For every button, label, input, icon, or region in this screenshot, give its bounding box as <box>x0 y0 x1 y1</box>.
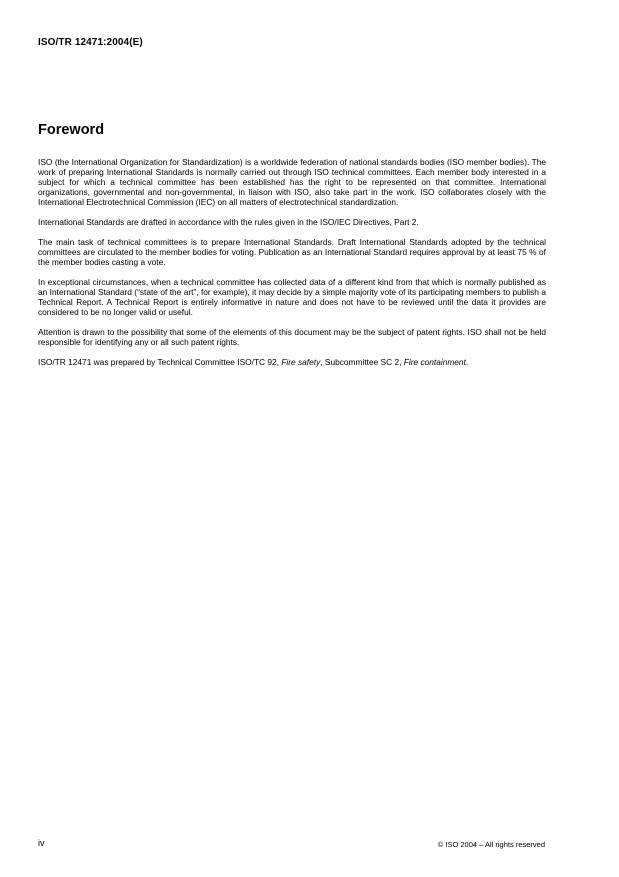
committee-name: Fire safety <box>281 357 321 367</box>
prepared-by-text: ISO/TR 12471 was prepared by Technical Committee ISO/TC 92, <box>38 357 282 367</box>
paragraph-exceptional-circumstances: In exceptional circumstances, when a technical committee has collected data of a different kind from that which is normally published as an International Standard (“state of the art”, for example), it may decide by a simple majority vote of its participating members to publish a Technical Report. A Technical Report is entirely informative in nature and does not have to be reviewed until the data it provides are considered to be no longer valid or useful. <box>38 277 546 317</box>
foreword-body <box>38 157 546 377</box>
page-number: iv <box>38 838 45 848</box>
subcommittee-text: , Subcommittee SC 2, <box>320 357 404 367</box>
document-id-header: ISO/TR 12471:2004(E) <box>38 37 143 48</box>
copyright-notice: © ISO 2004 – All rights reserved <box>437 840 545 849</box>
foreword-heading: Foreword <box>38 122 105 138</box>
paragraph-committee-task: The main task of technical committees is to prepare International Standards. Draft International Standards adopted by the technical committees are circulated to the member bodies for voting. Publication as an International Standard requires approval by at least 75 % of the member bodies casting a vote. <box>38 237 546 267</box>
paragraph-patent-rights: Attention is drawn to the possibility that some of the elements of this document may be the subject of patent rights. ISO shall not be held responsible for identifying any or all such patent rights. <box>38 327 546 347</box>
paragraph-prepared-by <box>38 357 546 367</box>
subcommittee-name: Fire containment <box>403 357 466 367</box>
paragraph-directives: International Standards are drafted in accordance with the rules given in the ISO/IEC Directives, Part 2. <box>38 217 419 227</box>
paragraph-iso-overview: ISO (the International Organization for Standardization) is a worldwide federation of national standards bodies (ISO member bodies). The work of preparing International Standards is normally carried out through ISO technical committees. Each member body interested in a subject for which a technical committee has been established has the right to be represented on that committee. International organizations, governmental and non-governmental, in liaison with ISO, also take part in the work. ISO collaborates closely with the International Electrotechnical Commission (IEC) on all matters of electrotechnical standardization. <box>38 157 546 207</box>
sentence-end: . <box>465 357 469 367</box>
